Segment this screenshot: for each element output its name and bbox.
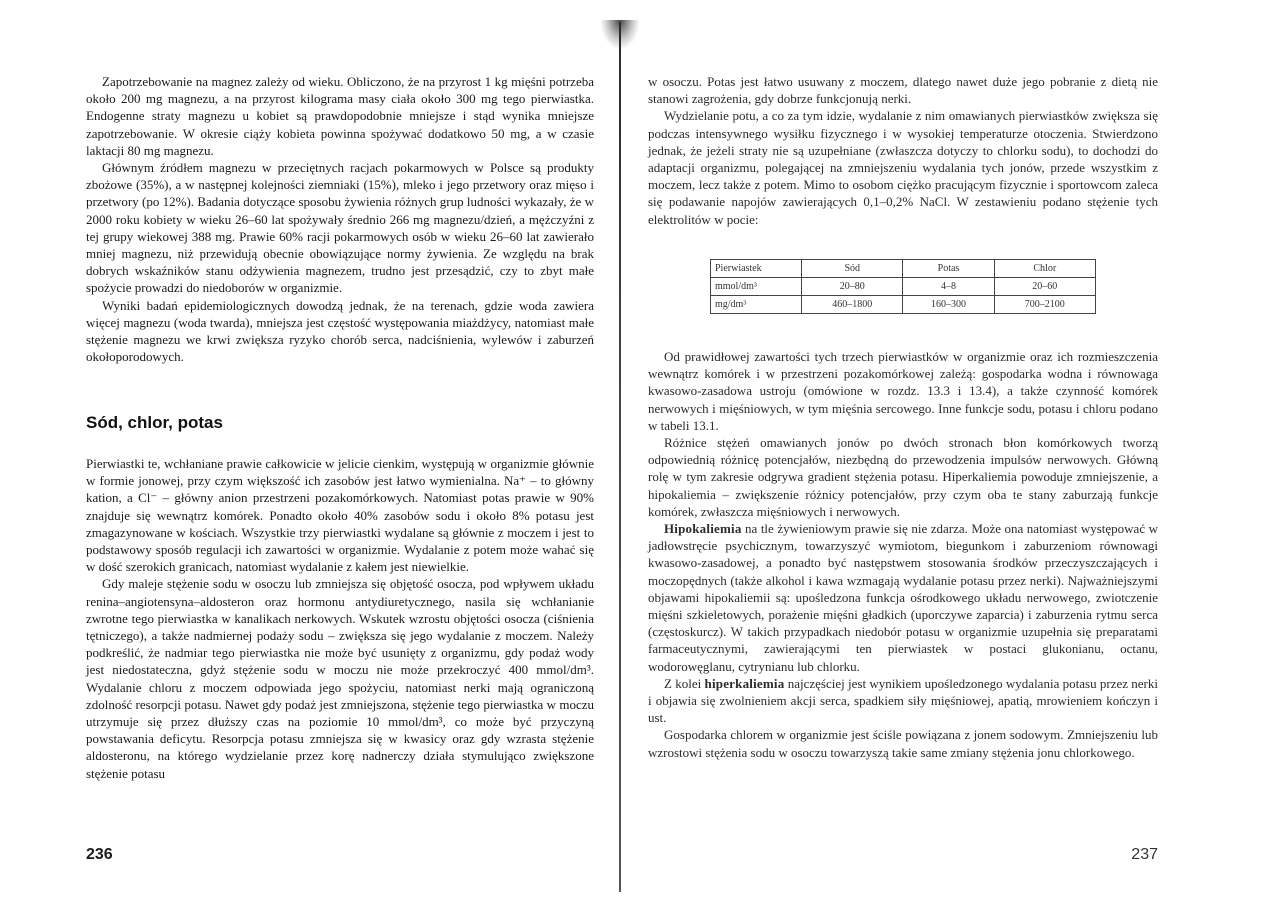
paragraph: Pierwiastki te, wchłaniane prawie całkowicie w jelicie cienkim, występują w organizmie głównie w formie jonowej, przy czym większość ich zasobów jest łatwo wymienialna. Na⁺ – to główny kation, a Cl⁻ – główny anion przestrzeni pozakomórkowych. Natomiast potas prawie w 90% znajduje się wewnątrz komórek. Ponadto około 40% zasobów sodu i około 8% potasu jest zmagazynowane w kościach. Wszystkie trzy pierwiastki wydalane są głównie z moczem i jest to podstawowy sposób regulacji ich zawartości w organizmie. Wydalanie z potem może wahać się w dość szerokich granicach, natomiast wydalanie z kałem jest niewielkie. [86, 456, 594, 575]
paragraph: w osoczu. Potas jest łatwo usuwany z moczem, dlatego nawet duże jego pobranie z dietą nie stanowi zagrożenia, gdy dobrze funkcjonują nerki. [648, 74, 1158, 107]
table-header: Potas [903, 260, 994, 278]
paragraph: Zapotrzebowanie na magnez zależy od wieku. Obliczono, że na przyrost 1 kg mięśni potrzeba około 200 mg magnezu, a na przyrost kilograma masy ciała około 300 mg tego pierwiastka. Endogenne straty magnezu u kobiet są prawdopodobnie mniejsze i stąd wynika mniejsze zapotrzebowanie. W okresie ciąży kobieta powinna spożywać dodatkowo 50 mg, a w czasie laktacji 80 mg magnezu. [86, 74, 594, 158]
term-hypokalemia: Hipokaliemia [664, 521, 742, 537]
left-page [86, 0, 594, 899]
paragraph: Gdy maleje stężenie sodu w osoczu lub zmniejsza się objętość osocza, pod wpływem układu renina–angiotensyna–aldosteron oraz hormonu antydiuretycznego, nasila się wchłanianie zwrotne tego pierwiastka w kanalikach nerkowych. Wskutek wzrostu objętości osocza (ciśnienia tętniczego), a także nadmiernej podaży sodu – zwiększa się jego wydalanie z moczem. Należy podkreślić, że nadmiar tego pierwiastka nie może być usunięty z organizmu, gdy podaż wody jest niedostateczna, gdyż stężenie sodu w moczu nie może przekroczyć 400 mmol/dm³. Wydalanie chloru z moczem odpowiada jego spożyciu, natomiast nerki mają ograniczoną zdolność resorpcji potasu. Nawet gdy podaż jest zmniejszona, stężenie tego pierwiastka w moczu utrzymuje się przez dłuższy czas na poziomie 10 mmol/dm³, co może być przyczyną powstawania deficytu. Resorpcja potasu zmniejsza się w kwasicy oraz gdy wzrasta stężenie aldosteronu, na którego wydzielanie przez korę nadnerczy działa stymulująco zwiększone stężenie potasu [86, 576, 594, 781]
term-hyperkalemia: hiperkaliemia [704, 675, 785, 691]
section-heading: Sód, chlor, potas [86, 413, 223, 432]
paragraph: Wydzielanie potu, a co za tym idzie, wydalanie z nim omawianych pierwiastków zwiększa się podczas intensywnego wysiłku fizycznego i w wysokiej temperaturze otoczenia. Stwierdzono jednak, że jeżeli straty nie są uzupełniane (zwłaszcza dotyczy to chlorku sodu), to dochodzi do adaptacji organizmu, polegającej na zmniejszeniu wydalania tych jonów, przede wszystkim z moczem, lecz także z potem. Mimo to osobom ciężko pracującym fizycznie i sportowcom zaleca się podawanie napojów zawierających 0,1–0,2% NaCl. W zestawieniu podano stężenie tych elektrolitów w pocie: [648, 108, 1158, 227]
table-header: Pierwiastek [711, 260, 802, 278]
right-page [648, 0, 1158, 899]
electrolyte-function-text [648, 348, 1158, 761]
paragraph: Gospodarka chlorem w organizmie jest ściśle powiązana z jonem sodowym. Zmniejszeniu lub wzrostowi stężenia sodu w osoczu towarzyszą takie same zmiany stężenia jonu chlorkowego. [648, 727, 1158, 760]
table-row [711, 278, 1096, 296]
book-gutter [619, 22, 621, 892]
table-row [711, 296, 1096, 314]
table-header: Chlor [994, 260, 1095, 278]
paragraph-text: najczęściej jest wynikiem upośledzonego wydalania potasu przez nerki i objawia się zwolnieniem akcji serca, spadkiem siły mięśniowej, apatią, mrowieniem kończyn i ust. [648, 675, 1159, 726]
paragraph: Różnice stężeń omawianych jonów po dwóch stronach błon komórkowych tworzą odpowiednią różnicę potencjałów, niezbędną do przewodzenia impulsów nerwowych. Główną rolę w tym zakresie odgrywa gradient stężenia potasu. Hiperkaliemia powoduje zmniejszenie, a hipokaliemia – zwiększenie różnicy potencjałów, przy czym oba te stany zaburzają funkcje komórek, zwłaszcza mięśniowych i nerwowych. [648, 435, 1158, 519]
page-number: 236 [86, 846, 113, 863]
section-text [86, 455, 594, 782]
table-header-row [711, 260, 1096, 278]
table-cell: 160–300 [903, 296, 994, 314]
table-cell: 4–8 [903, 278, 994, 296]
magnesium-text [86, 73, 594, 365]
table-cell: 20–80 [802, 278, 903, 296]
paragraph-text: Z kolei [664, 675, 705, 691]
table-cell: mg/dm³ [711, 296, 802, 314]
table-cell: 20–60 [994, 278, 1095, 296]
table-cell: mmol/dm³ [711, 278, 802, 296]
paragraph: Od prawidłowej zawartości tych trzech pierwiastków w organizmie oraz ich rozmieszczenia wewnątrz komórek i w przestrzeni pozakomórkowej zależą: gospodarka wodna i równowaga kwasowo-zasadowa ustroju (omówione w rozdz. 13.3 i 13.4), a także czynność komórek nerwowych i mięśniowych, w tym mięśnia sercowego. Inne funkcje sodu, potasu i chloru podano w tabeli 13.1. [648, 349, 1158, 433]
table-cell: 700–2100 [994, 296, 1095, 314]
paragraph-hypokalemia [648, 520, 1158, 675]
sweat-text [648, 73, 1158, 228]
paragraph-hyperkalemia [648, 675, 1158, 727]
table-cell: 460–1800 [802, 296, 903, 314]
paragraph: Głównym źródłem magnezu w przeciętnych racjach pokarmowych w Polsce są produkty zbożowe (35%), a w następnej kolejności ziemniaki (15%), mleko i jego przetwory oraz mięso i przetwory (po 12%). Badania dotyczące sposobu żywienia różnych grup ludności wykazały, że w 2000 roku kobiety w wieku 26–60 lat spożywały średnio 266 mg magnezu/dzień, a mężczyźni z tej grupy wiekowej 388 mg. Prawie 60% racji pokarmowych osób w wieku 26–60 lat zawierało mniej magnezu, niż przewidują obecnie obowiązujące normy żywienia. Ze względu na brak dobrych wskaźników stanu odżywienia magnezem, trudno jest przesądzić, czy to zbyt małe spożycie prowadzi do niedoborów w organizmie. [86, 160, 594, 296]
table-header: Sód [802, 260, 903, 278]
paragraph-text: na tle żywieniowym prawie się nie zdarza. Może ona natomiast występować w jadłowstręcie psychicznym, towarzyszyć wymiotom, biegunkom i zaburzeniom równowagi kwasowo-zasadowej, a ponadto być następstwem stosowania środków przeczyszczających i moczopędnych (także alkohol i kawa wzmagają wydalanie potasu przez nerki). Najważniejszymi objawami hipokaliemii są: upośledzona funkcja ośrodkowego układu nerwowego, zwiotczenie mięśni szkieletowych, porażenie mięśni gładkich (uporczywe zaparcia) i zaburzenia rytmu serca (częstoskurcz). W takich przypadkach niedobór potasu w organizmie uzupełnia się preparatami farmaceutycznymi, zawierającymi ten pierwiastek w postaci glukonianu, octanu, wodorowęglanu, cytrynianu lub chlorku. [648, 521, 1158, 674]
page-number: 237 [1131, 846, 1158, 863]
electrolyte-table [710, 259, 1096, 314]
paragraph: Wyniki badań epidemiologicznych dowodzą jednak, że na terenach, gdzie woda zawiera więcej magnezu (woda twarda), mniejsza jest częstość występowania miażdżycy, natomiast małe stężenie magnezu we krwi zwiększa ryzyko chorób serca, nadciśnienia, wylewów i zaburzeń okołoporodowych. [86, 297, 594, 365]
